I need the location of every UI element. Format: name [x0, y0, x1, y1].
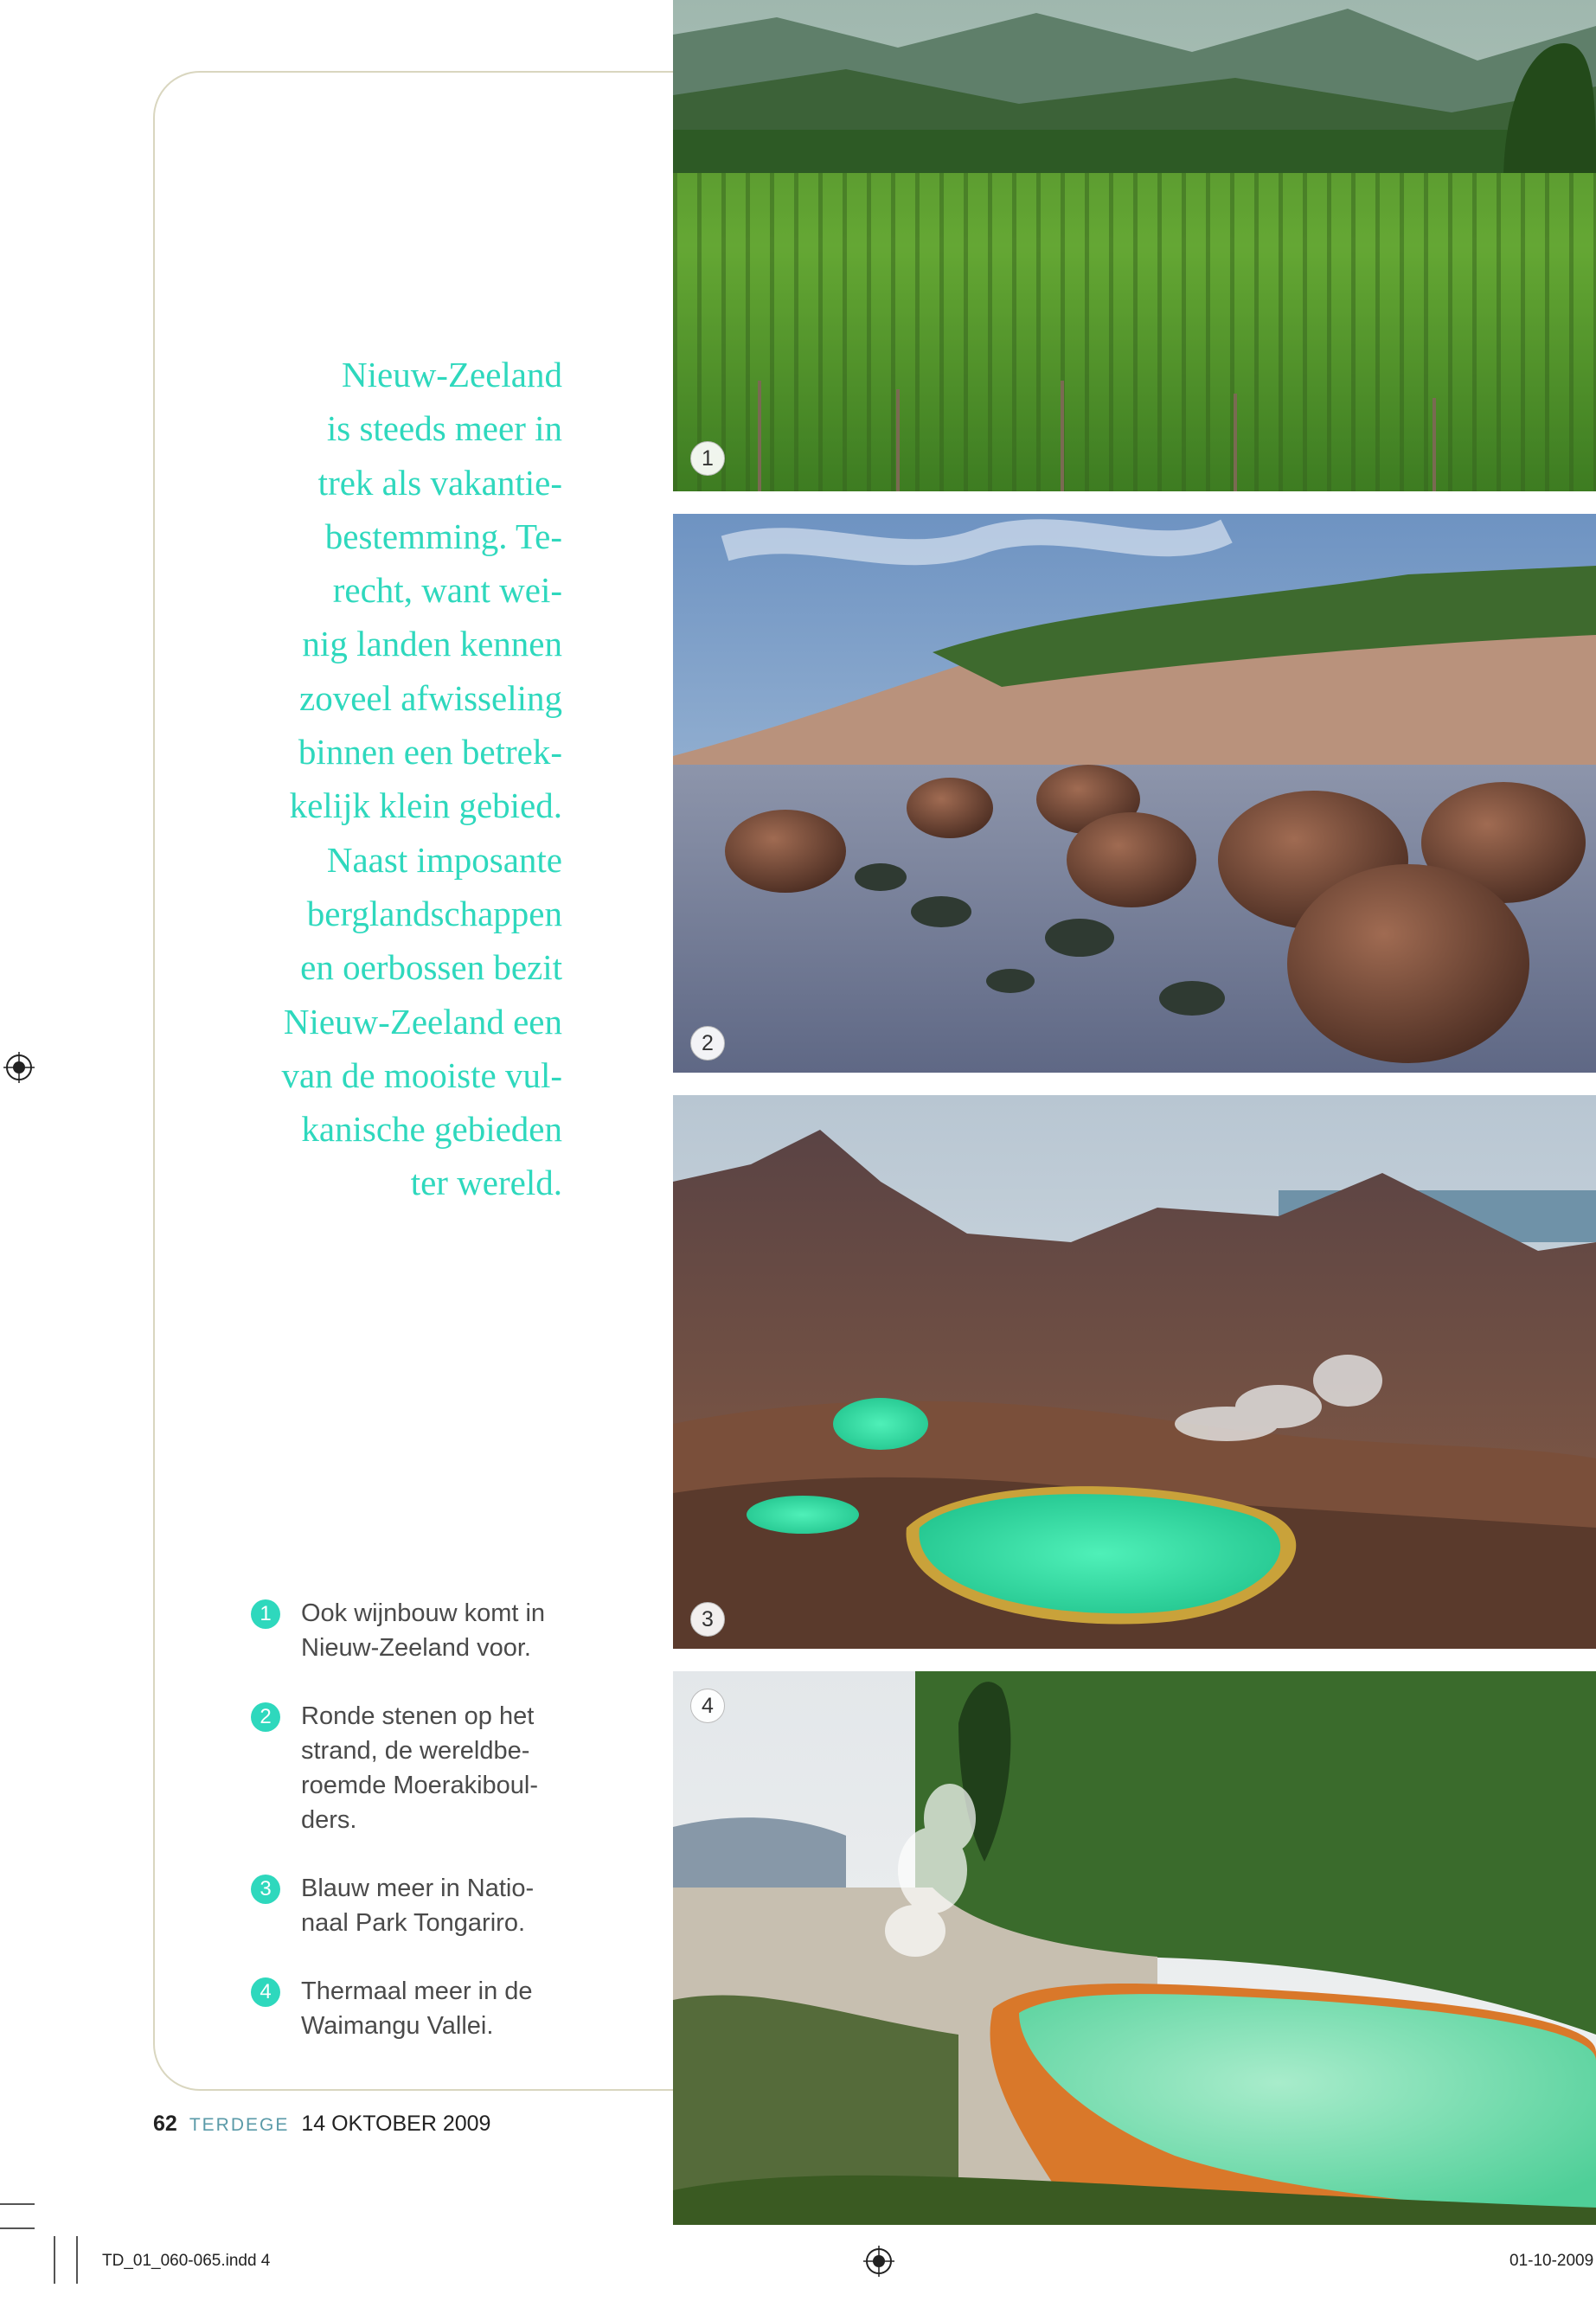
caption-text: [301, 1596, 562, 1665]
intro-line: Nieuw-Zeeland een: [283, 1001, 562, 1042]
thermal-lake-illustration: [673, 1671, 1596, 2225]
slug-date: 01-10-2009: [1509, 2252, 1594, 2270]
caption-line: Waimangu Vallei.: [301, 2012, 494, 2040]
caption-line: Nieuw-Zeeland voor.: [301, 1634, 531, 1662]
photo-number-badge: 3: [690, 1602, 725, 1637]
photo-number-badge: 2: [690, 1026, 725, 1061]
boulders-illustration: [673, 514, 1596, 1073]
caption-line: Thermaal meer in de: [301, 1977, 533, 2005]
photo-vineyard: [673, 0, 1596, 491]
photo-moeraki-boulders: [673, 514, 1596, 1073]
intro-line: van de mooiste vul-: [281, 1054, 562, 1095]
caption-line: Ook wijnbouw komt in: [301, 1599, 546, 1627]
caption-line: strand, de wereldbe-: [301, 1737, 530, 1765]
photo-emerald-lakes: [673, 1095, 1596, 1649]
intro-line: binnen een betrek-: [298, 732, 562, 772]
intro-line: en oerbossen bezit: [300, 947, 562, 988]
volcanic-lakes-illustration: [673, 1095, 1596, 1649]
caption-text: [301, 1871, 562, 1940]
intro-line: Nieuw-Zeeland: [342, 355, 562, 394]
caption-3: [251, 1871, 562, 1940]
caption-line: roemde Moerakiboul-: [301, 1772, 539, 1799]
intro-line: Naast imposante: [326, 839, 562, 880]
vineyard-illustration: [673, 0, 1596, 491]
magazine-name: TERDEGE: [189, 2115, 290, 2135]
photo-waimangu-lake: [673, 1671, 1596, 2225]
crop-mark: [0, 2227, 35, 2229]
caption-line: ders.: [301, 1806, 357, 1834]
caption-number-badge: 3: [251, 1875, 280, 1904]
crop-mark: [76, 2236, 78, 2284]
intro-line: is steeds meer in: [326, 408, 562, 449]
caption-4: [251, 1974, 562, 2043]
intro-line: nig landen kennen: [302, 624, 562, 664]
caption-line: naal Park Tongariro.: [301, 1909, 526, 1937]
intro-line: kanische gebieden: [301, 1109, 562, 1150]
photo-number-badge: 4: [690, 1689, 725, 1723]
caption-line: Ronde stenen op het: [301, 1702, 535, 1730]
intro-line: ter wereld.: [410, 1163, 562, 1203]
intro-line: zoveel afwisseling: [299, 677, 562, 718]
issue-date: 14 OKTOBER 2009: [301, 2112, 491, 2136]
page-footer: [153, 2112, 490, 2137]
caption-number-badge: 1: [251, 1599, 280, 1629]
caption-text: [301, 1699, 562, 1837]
intro-line: berglandschappen: [306, 893, 562, 933]
registration-mark-icon: [3, 1052, 35, 1083]
crop-mark: [0, 2203, 35, 2205]
registration-mark-icon: [863, 2246, 894, 2277]
crop-mark: [54, 2236, 55, 2284]
intro-line: kelijk klein gebied.: [289, 785, 562, 826]
caption-number-badge: 4: [251, 1977, 280, 2007]
page-number: 62: [153, 2112, 177, 2136]
intro-line: recht, want wei-: [332, 570, 562, 611]
caption-1: [251, 1596, 562, 1665]
intro-line: trek als vakantie-: [317, 462, 562, 503]
caption-2: [251, 1699, 562, 1837]
slug-filename: TD_01_060-065.indd 4: [102, 2252, 271, 2270]
intro-line: bestemming. Te-: [324, 516, 562, 556]
caption-text: [301, 1974, 562, 2043]
photo-number-badge: 1: [690, 441, 725, 476]
caption-line: Blauw meer in Natio-: [301, 1875, 535, 1902]
caption-number-badge: 2: [251, 1702, 280, 1732]
intro-paragraph: [216, 348, 562, 1210]
